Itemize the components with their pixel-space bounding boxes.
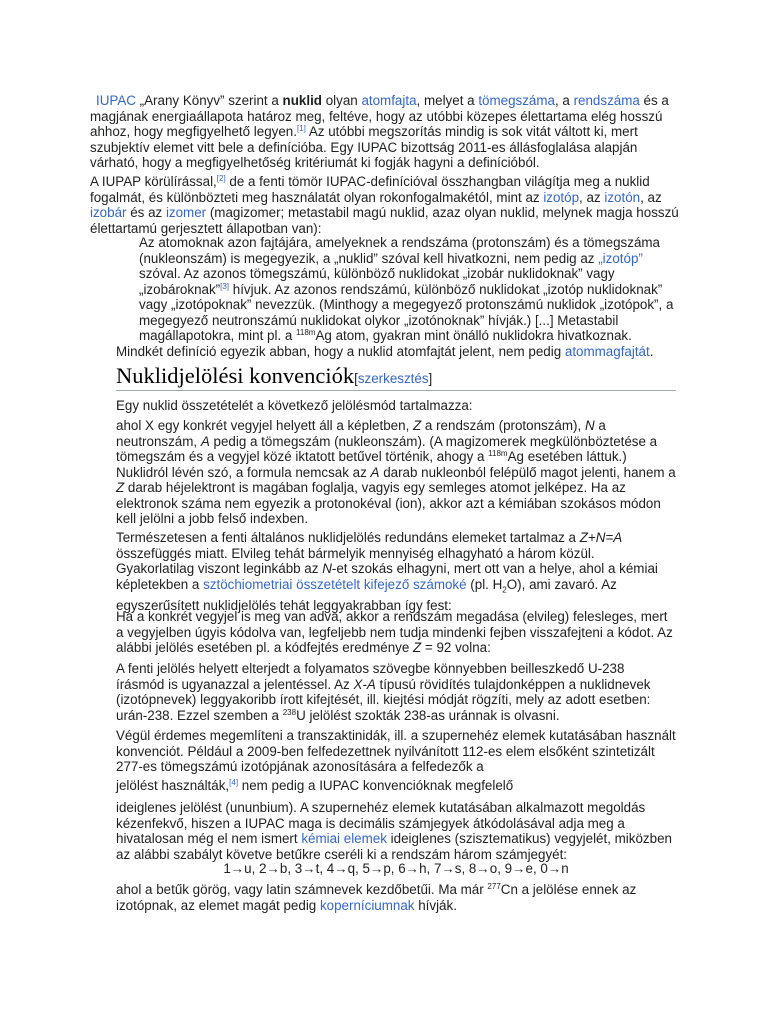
text: a rendszám (protonszám), bbox=[421, 418, 585, 433]
text: pedig a tömegszám (nukleonszám). (A magizomerek megkülönböztetése a tömegszám és a vegyjel közé iktatott betűvel történik, ahogy a bbox=[116, 433, 658, 464]
paragraph-notation-intro bbox=[116, 398, 676, 414]
symbol-xa: X-A bbox=[353, 676, 376, 692]
text: ideiglenes jelölést (ununbium). A szupernehéz elemek kutatásában alkalmazott megoldás kézenfekvő, hiszen a IUPAC maga is decimális számjegyek átkódolásával adja meg a hivatalosan még el nem ismert bbox=[116, 800, 646, 846]
equation: Z+N=A bbox=[579, 530, 623, 545]
paragraph-notation-explain bbox=[116, 418, 676, 527]
reference-4[interactable]: [4] bbox=[229, 778, 239, 787]
text: és az bbox=[126, 205, 166, 220]
text: összefüggés miatt. Elvileg tehát bármelyik mennyiség elhagyható a három közül. Gyakorlatilag viszont leginkább az bbox=[116, 545, 595, 576]
text: nem pedig a IUPAC konvencióknak megfelelő bbox=[238, 778, 514, 793]
symbol-n: N bbox=[584, 418, 595, 433]
text: darab nukleonból felépülő magot jelenti, hanem a bbox=[379, 464, 676, 480]
text: Cn a jelölése ennek az izotópnak, az elemet magát pedig bbox=[116, 882, 637, 913]
symbol-z: Z bbox=[413, 418, 422, 433]
text: ahol X egy konkrét vegyjel helyett áll a képletben, bbox=[116, 418, 414, 433]
text: ideiglenes (szisztematikus) vegyjelét, miközben az alábbi szabályt követve betűkre cseréli ki a rendszám három számjegyét: bbox=[116, 831, 672, 862]
mass-superscript: 238 bbox=[282, 707, 297, 717]
paragraph-transactinides bbox=[116, 728, 676, 775]
paragraph-iupap bbox=[90, 174, 680, 236]
text: -et szokás elhagyni, mert ott van a helye, ahol a kémiai képletekben a bbox=[116, 561, 658, 592]
section-heading bbox=[116, 362, 676, 393]
link-izoton[interactable]: izotón bbox=[604, 189, 641, 205]
symbol-z: Z bbox=[413, 640, 422, 655]
text: Egy nuklid összetételét a következő jelölésmód tartalmazza: bbox=[116, 398, 473, 413]
link-stoichiometry[interactable]: sztöchiometriai összetételt kifejező számoké bbox=[203, 576, 467, 592]
paragraph-nuklid-definition bbox=[90, 93, 680, 171]
link-atomfajta[interactable]: atomfajta bbox=[361, 93, 417, 108]
text: de a fenti tömör IUPAC-definícióval összhangban világítja meg a nuklid fogalmát, és különbözteti meg használatát olyan rokonfogalmakétól, mint az bbox=[90, 174, 650, 205]
text: Ha a konkrét vegyjel is meg van adva, akkor a rendszám megadása (elvileg) felesleges, mert a vegyjelben úgyis kódolva van, legfeljebb nem tudja mindenki fejben visszafejteni a kódot. Az alábbi jelölés esetében pl. a kódfejtés eredménye bbox=[116, 609, 673, 655]
text: jelölést használták, bbox=[116, 778, 230, 793]
heading-divider bbox=[116, 390, 676, 391]
reference-2[interactable]: [2] bbox=[216, 174, 226, 183]
link-izotop-quote[interactable]: „izotóp” bbox=[598, 250, 643, 266]
text: = 92 volna: bbox=[421, 640, 491, 655]
text: A IUPAP körülírással, bbox=[90, 174, 217, 189]
paragraph-redundancy bbox=[116, 530, 676, 613]
mass-superscript: 277 bbox=[487, 882, 501, 891]
text: és a magjának energiaállapota határoz meg, feltéve, hogy az utóbbi közepes élettartama elég hosszú ahhoz, hogy megfigyelhető legyen. bbox=[90, 93, 669, 139]
text: Végül érdemes megemlíteni a transzaktinidák, ill. a szupernehéz elemek kutatásában használt konvenciót. Például a 2009-ben felfedezettnek nyilvánított 112-es elem elsőként szintetizált 277-es tömegszámú izotópjának azonosítására a felfedezők a bbox=[116, 728, 676, 774]
link-izotop[interactable]: izotóp bbox=[543, 189, 580, 205]
text: hívjuk. Az azonos rendszámú, különböző nuklidokat „izotóp nuklidoknak” vagy „izotópoknak” nevezzük. (Minthogy a megegyező protonszámú nuklidok „izotópok”, a megegyező neutronszámú nuklidokat olykor „izotónoknak” hívják.) [...] Metastabil magállapotokra, mint pl. a bbox=[139, 281, 674, 343]
text: A fenti jelölés helyett elterjedt a folyamatos szövegbe könnyebben beilleszkedő U-238 írásmód is ugyanazzal a jelentéssel. Az bbox=[116, 661, 625, 692]
paragraph-jeloles bbox=[116, 778, 676, 794]
paragraph-u238 bbox=[116, 661, 676, 723]
text: Az atomoknak azon fajtájára, amelyeknek a rendszáma (protonszám) és a tömegszáma (nukleonszám) is megegyezik, a „nuklid” szóval kell hivatkozni, nem pedig az bbox=[139, 235, 660, 266]
text: (magizomer; metastabil magú nuklid, azaz olyan nuklid, melynek magja hosszú élettartamú gerjesztett állapotban van): bbox=[90, 205, 679, 236]
blockquote-iupap bbox=[139, 235, 675, 344]
text: Természetesen a fenti általános nuklidjelölés redundáns elemeket tartalmaz a bbox=[116, 530, 580, 545]
symbol-n: N bbox=[322, 561, 332, 576]
digit-mapping bbox=[116, 861, 676, 877]
text: típusú rövidítés tulajdonképpen a nuklidnevek (izotópnevek) leggyakoribb írott kifejtését, ill. kiejtési módját rögzíti, mely az adott esetben: urán-238. Ezzel szemben a bbox=[116, 676, 651, 723]
reference-3[interactable]: [3] bbox=[220, 281, 230, 291]
reference-1[interactable]: [1] bbox=[296, 124, 306, 133]
link-iupac[interactable]: IUPAC bbox=[96, 93, 136, 108]
text: Ag esetében láttuk.) Nuklidról lévén szó, a formula nemcsak az bbox=[116, 449, 627, 480]
paragraph-copernicium bbox=[116, 882, 676, 913]
edit-link[interactable]: szerkesztés bbox=[357, 371, 429, 386]
symbol-z: Z bbox=[116, 480, 125, 495]
text: , a bbox=[554, 93, 574, 108]
link-rendszam[interactable]: rendszáma bbox=[573, 93, 640, 108]
text: ahol a betűk görög, vagy latin számnevek kezdőbetűi. Ma már bbox=[116, 882, 488, 897]
text: olyan bbox=[321, 93, 362, 108]
text: Ag atom, gyakran mint önálló nuklidokra hivatkoznak. bbox=[315, 328, 632, 343]
text: (pl. H bbox=[466, 576, 503, 592]
text: . bbox=[649, 344, 654, 359]
paragraph-vegyjel bbox=[116, 609, 676, 656]
text: Mindkét definíció egyezik abban, hogy a nuklid atomfajtát jelent, nem pedig bbox=[116, 344, 565, 359]
text: „Arany Könyv” szerint a bbox=[135, 93, 283, 108]
text: darab héjelektront is magában foglalja, vagyis egy semleges atomot jelképez. Ha az elektronok száma nem egyezik a protonokéval (ion), akkor azt a kémiában szokásos módon kell jelölni a jobb felső indexben. bbox=[116, 480, 661, 526]
text: , az bbox=[579, 189, 605, 205]
mass-superscript: 118m bbox=[296, 328, 316, 337]
paragraph-ununbium bbox=[116, 800, 676, 862]
heading-title: Nuklidjelölési konvenciók bbox=[116, 363, 355, 388]
text: , az bbox=[640, 189, 662, 205]
paragraph-both-definitions bbox=[116, 344, 686, 360]
symbol-a: A bbox=[370, 464, 380, 480]
text: Az utóbbi megszorítás mindig is sok vitát váltott ki, mert szubjektív elemet vitt bele a definícióba. Egy IUPAC bizottság 2011-es állásfoglalása alapján várható, hogy a megfigyelhetőség kritériumát ki fogják hagyni a definícióból. bbox=[90, 124, 638, 170]
mass-superscript: 118m bbox=[488, 449, 508, 458]
text: O), ami zavaró. Az egyszerűsített nuklidjelölés tehát leggyakrabban így fest: bbox=[116, 576, 617, 613]
text: a neutronszám, bbox=[116, 418, 606, 449]
term-nuklid: nuklid bbox=[282, 93, 322, 108]
text: szóval. Az azonos tömegszámú, különböző nuklidokat „izobár nuklidoknak” vagy „izobároknak” bbox=[139, 266, 615, 297]
text: U jelölést szokták 238-as uránnak is olvasni. bbox=[296, 707, 560, 723]
link-izomer[interactable]: izomer bbox=[165, 205, 207, 220]
text: hívják. bbox=[414, 897, 457, 913]
link-izobar[interactable]: izobár bbox=[90, 205, 127, 220]
link-tomegszam[interactable]: tömegszáma bbox=[478, 93, 555, 108]
text: , melyet a bbox=[416, 93, 479, 108]
edit-section: [szerkesztés] bbox=[354, 371, 433, 386]
text: 1→u, 2→b, 3→t, 4→q, 5→p, 6→h, 7→s, 8→o, 9→e, 0→n bbox=[223, 861, 569, 876]
subscript: 2 bbox=[502, 585, 507, 595]
link-atommagfajta[interactable]: atommagfajtát bbox=[564, 344, 650, 359]
link-kopernicium[interactable]: koperníciumnak bbox=[319, 897, 415, 913]
symbol-a: A bbox=[200, 433, 210, 449]
link-kemiai-elemek[interactable]: kémiai elemek bbox=[301, 831, 387, 846]
